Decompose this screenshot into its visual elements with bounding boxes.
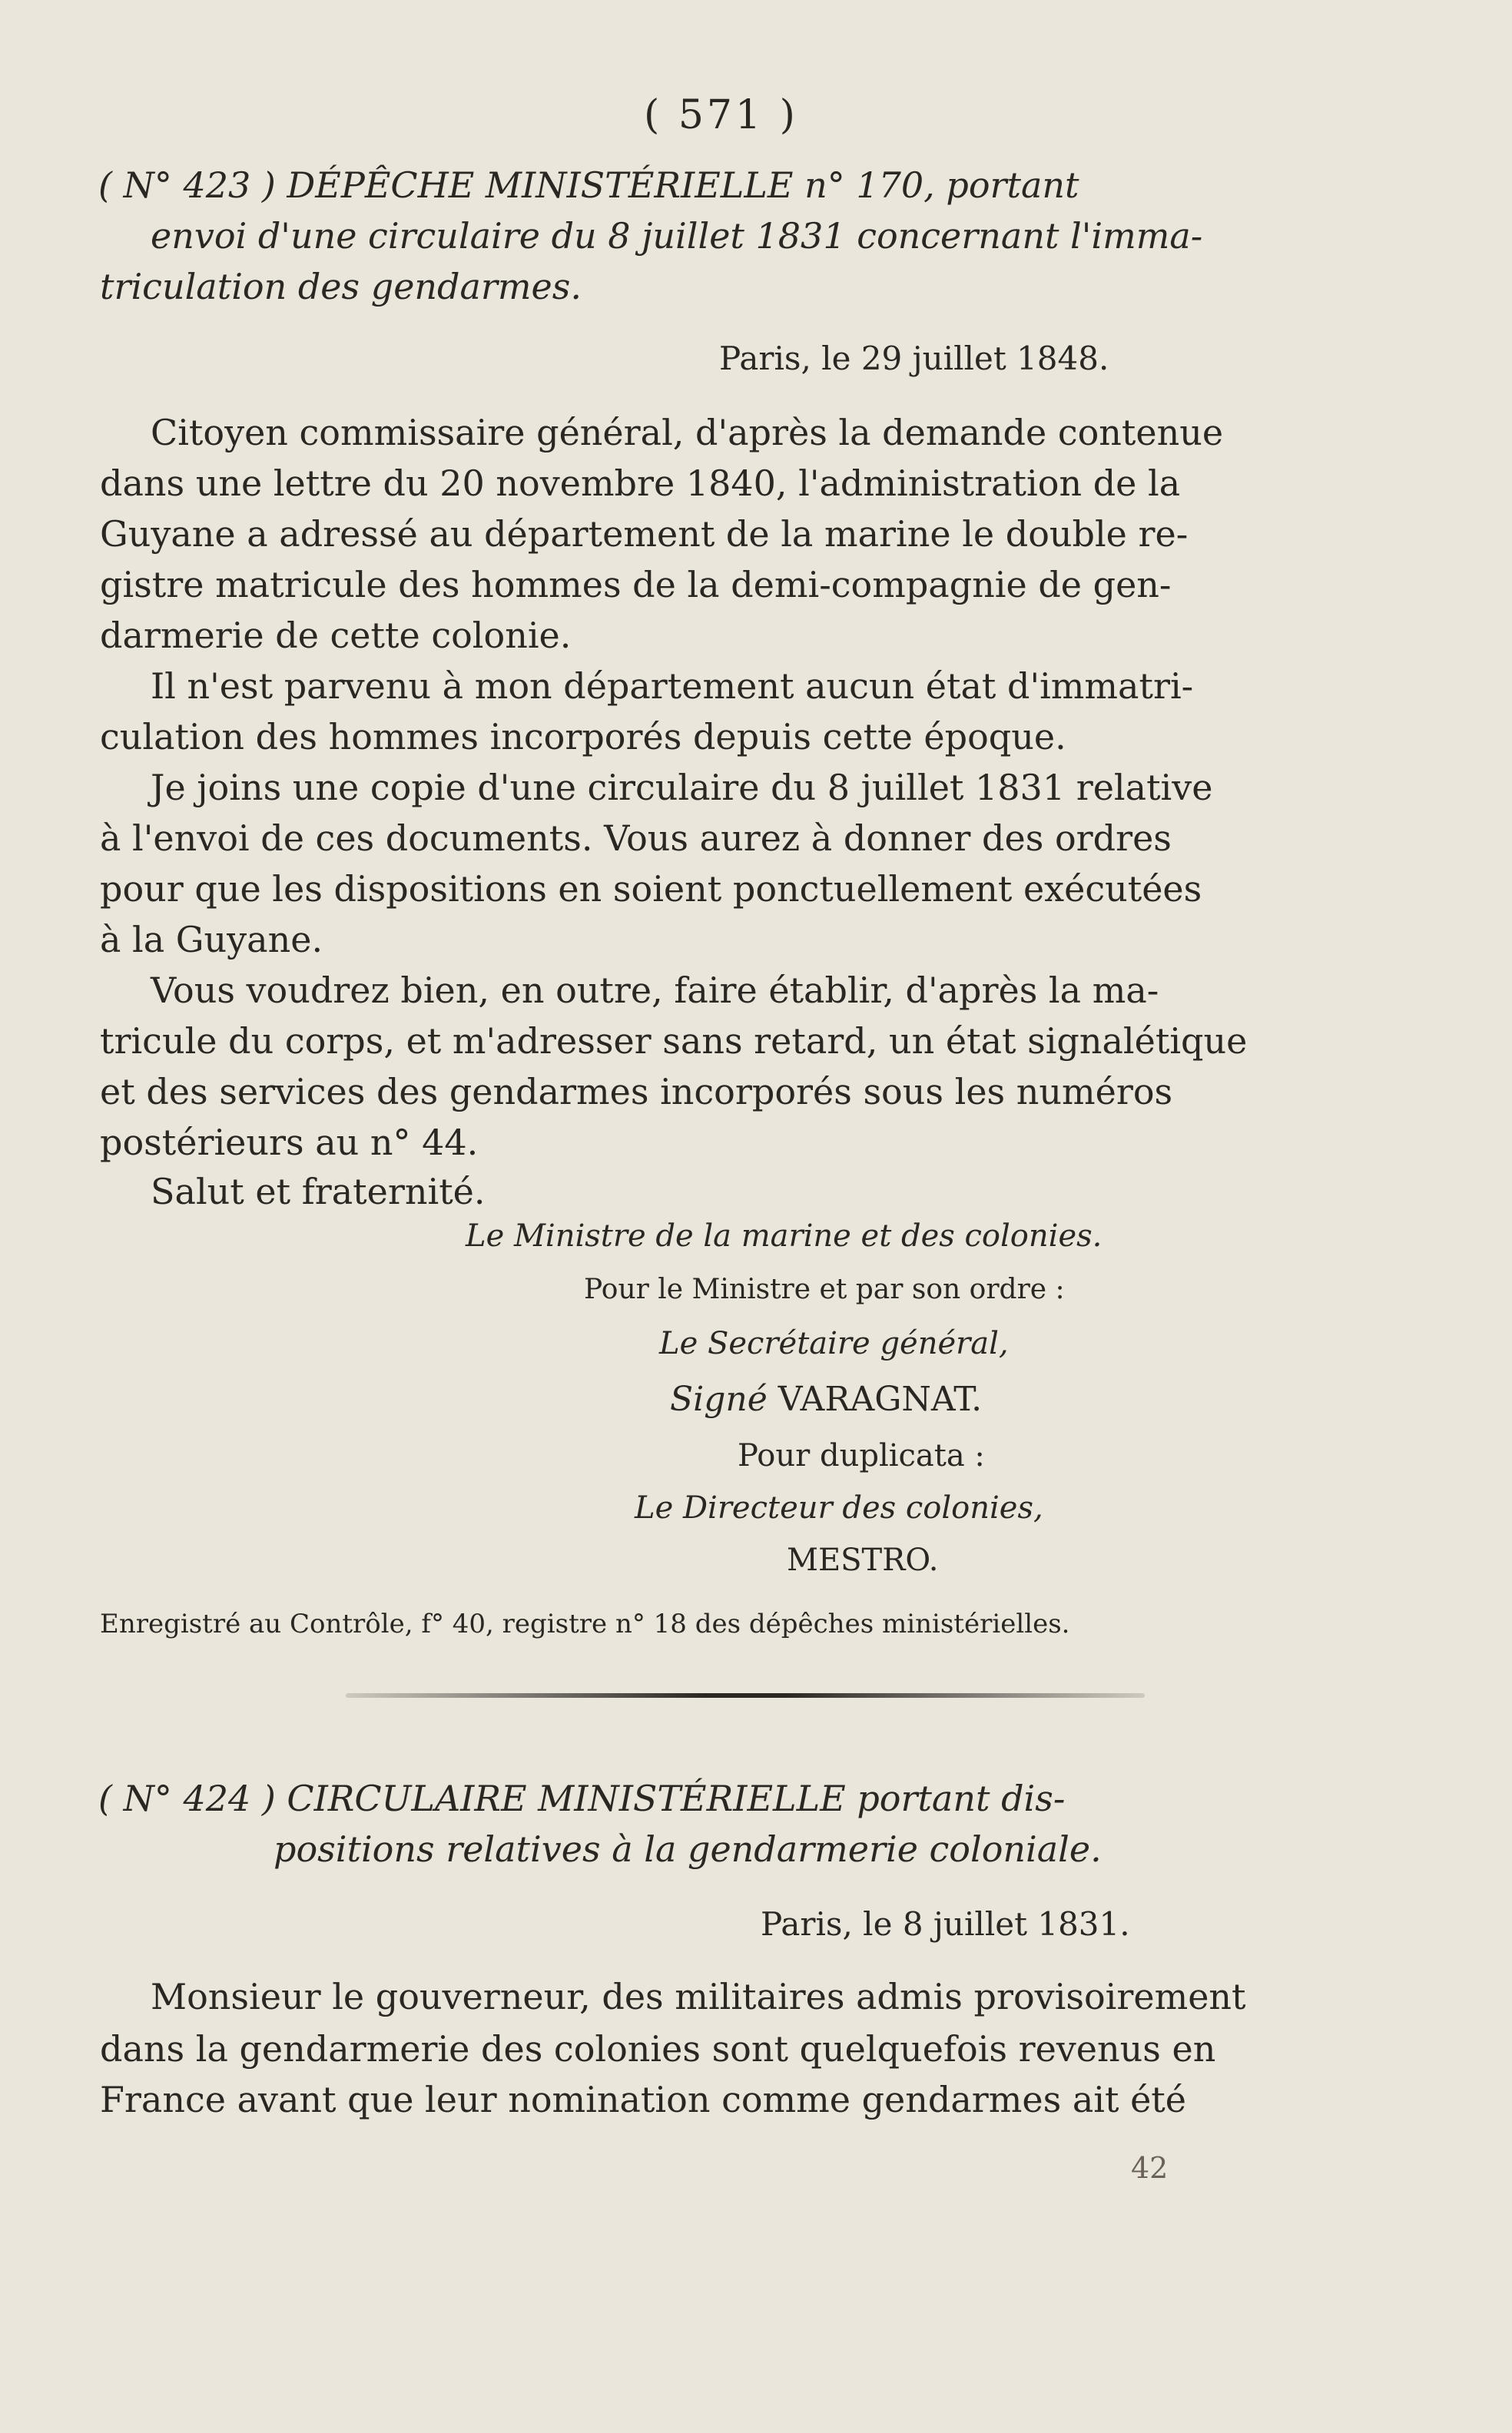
doc1-body-line-3: Guyane a adressé au département de la marine le double re- bbox=[100, 513, 1189, 555]
doc1-body-line-15: postérieurs au n° 44. bbox=[100, 1122, 479, 1163]
doc1-body-line-13: tricule du corps, et m'adresser sans retard, un état signalétique bbox=[100, 1020, 1248, 1062]
page-number: ( 571 ) bbox=[644, 92, 798, 138]
doc1-dateline: Paris, le 29 juillet 1848. bbox=[719, 340, 1109, 377]
registration-note: Enregistré au Contrôle, f° 40, registre n° 18 des dépêches ministérielles. bbox=[100, 1609, 1070, 1639]
doc1-body-line-9: à l'envoi de ces documents. Vous aurez à donner des ordres bbox=[100, 817, 1172, 859]
section-divider bbox=[346, 1693, 1145, 1698]
signature-mark: 42 bbox=[1131, 2151, 1169, 2185]
doc1-body-line-7: culation des hommes incorporés depuis cette époque. bbox=[100, 716, 1066, 757]
doc1-body-line-16: Salut et fraternité. bbox=[151, 1171, 486, 1212]
doc1-body-line-8: Je joins une copie d'une circulaire du 8 juillet 1831 relative bbox=[151, 767, 1213, 808]
doc1-heading-text: ( N° 423 ) DÉPÊCHE MINISTÉRIELLE n° 170, portant bbox=[98, 164, 1079, 206]
minister-title: Le Ministre de la marine et des colonies. bbox=[466, 1218, 1102, 1254]
doc2-body-line-3: France avant que leur nomination comme gendarmes ait été bbox=[100, 2079, 1187, 2120]
signer-line bbox=[670, 1380, 982, 1419]
doc1-body-line-12: Vous voudrez bien, en outre, faire établir, d'après la ma- bbox=[151, 970, 1159, 1011]
signer-name: VARAGNAT. bbox=[778, 1380, 983, 1419]
doc1-body-line-10: pour que les dispositions en soient ponctuellement exécutées bbox=[100, 868, 1202, 910]
doc2-dateline: Paris, le 8 juillet 1831. bbox=[761, 1905, 1130, 1943]
doc2-body-line-2: dans la gendarmerie des colonies sont quelquefois revenus en bbox=[100, 2028, 1216, 2070]
doc2-heading-line-2: positions relatives à la gendarmerie coloniale. bbox=[274, 1828, 1102, 1870]
doc1-body-line-14: et des services des gendarmes incorporés sous les numéros bbox=[100, 1071, 1173, 1112]
signe-word: Signé bbox=[670, 1380, 768, 1419]
doc1-body-line-6: Il n'est parvenu à mon département aucun état d'immatri- bbox=[151, 665, 1194, 707]
doc1-body-line-4: gistre matricule des hommes de la demi-compagnie de gen- bbox=[100, 564, 1172, 605]
doc1-body-line-5: darmerie de cette colonie. bbox=[100, 615, 572, 656]
doc1-heading-line-3: triculation des gendarmes. bbox=[100, 266, 582, 307]
doc1-body-line-2: dans une lettre du 20 novembre 1840, l'administration de la bbox=[100, 462, 1181, 504]
doc1-heading-line-1 bbox=[98, 160, 1358, 210]
doc1-heading-line-2: envoi d'une circulaire du 8 juillet 1831 concernant l'imma- bbox=[151, 215, 1203, 257]
duplicata-line: Pour duplicata : bbox=[738, 1438, 985, 1473]
doc1-body-line-11: à la Guyane. bbox=[100, 919, 323, 960]
doc2-heading-line-1: ( N° 424 ) CIRCULAIRE MINISTÉRIELLE portant dis- bbox=[98, 1778, 1066, 1819]
secretary-title: Le Secrétaire général, bbox=[659, 1326, 1009, 1361]
director-title: Le Directeur des colonies, bbox=[635, 1490, 1043, 1526]
order-line: Pour le Ministre et par son ordre : bbox=[584, 1274, 1065, 1305]
director-name: MESTRO. bbox=[787, 1543, 939, 1578]
doc2-body-line-1: Monsieur le gouverneur, des militaires admis provisoirement bbox=[151, 1976, 1246, 2017]
doc1-body-line-1: Citoyen commissaire général, d'après la demande contenue bbox=[151, 412, 1224, 453]
